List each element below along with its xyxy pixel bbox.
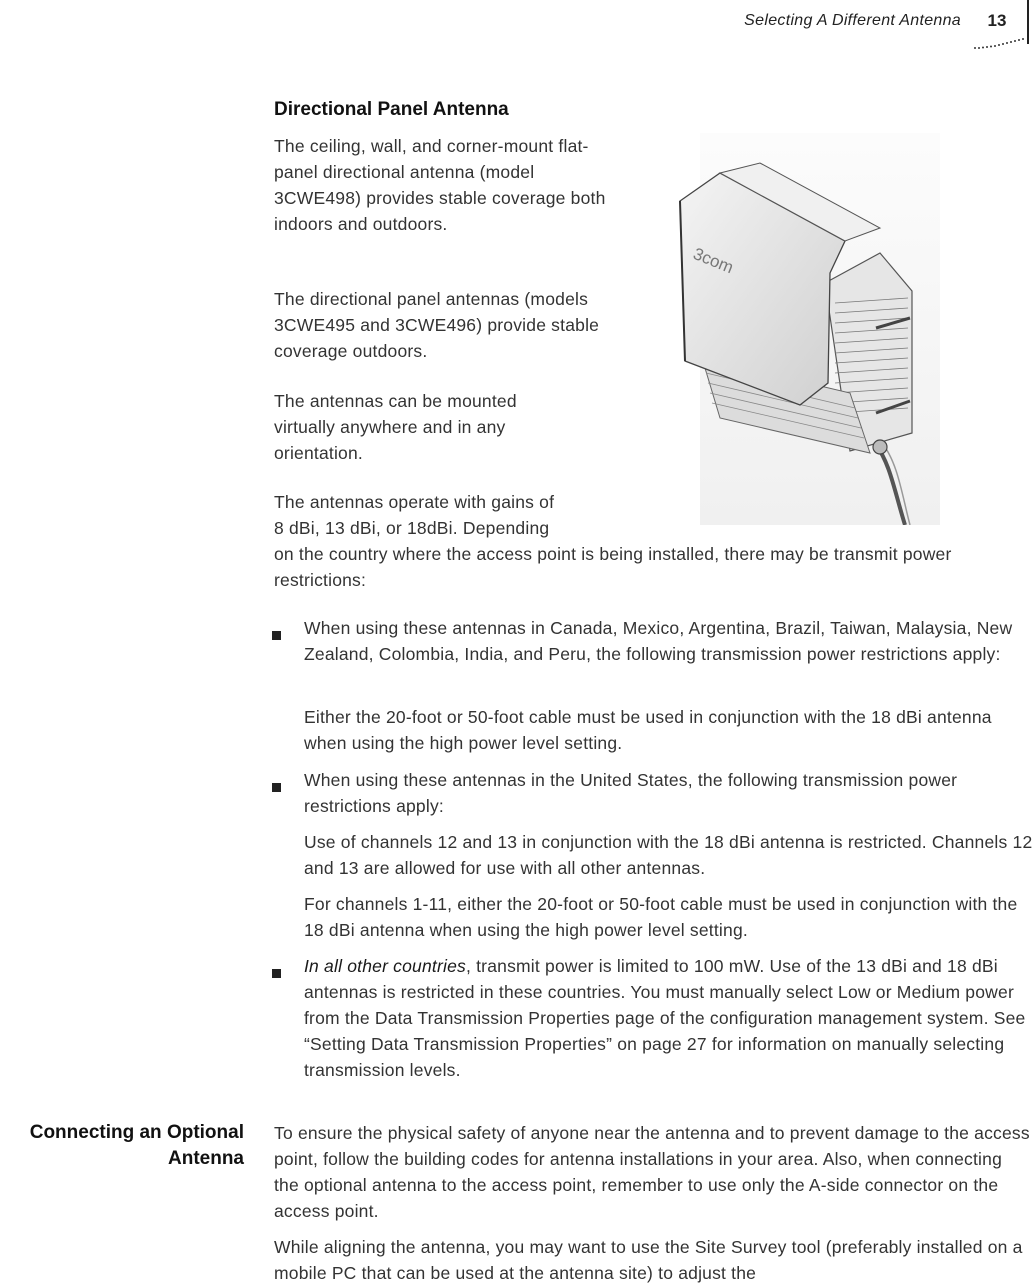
paragraph-ceiling-wall: The ceiling, wall, and corner-mount flat-panel directional antenna (model 3CWE498) provides stable coverage both indoors and outdoors. bbox=[274, 136, 606, 234]
bullet-item-text: When using these antennas in the United States, the following transmission power restrictions apply: bbox=[304, 770, 958, 816]
bullet-marker bbox=[272, 624, 284, 636]
page-number: 13 bbox=[987, 11, 1007, 30]
bullet-subitem-text: Either the 20-foot or 50-foot cable must be used in conjunction with the 18 dBi antenna when using the high power level setting. bbox=[304, 707, 992, 753]
bullet-item-text: When using these antennas in Canada, Mexico, Argentina, Brazil, Taiwan, Malaysia, New Zealand, Colombia, India, and Peru, the following transmission power restrictions apply: bbox=[304, 618, 1013, 664]
header-dot-decoration bbox=[973, 36, 1025, 50]
side-heading-line2: Antenna bbox=[168, 1148, 244, 1169]
paragraph-site-survey: While aligning the antenna, you may want to use the Site Survey tool (preferably installed on a mobile PC that can be used at the antenna site) to adjust the bbox=[274, 1237, 1023, 1283]
figure-logo: 3com bbox=[690, 244, 737, 278]
bullet-marker bbox=[272, 962, 284, 974]
paragraph-directional-outdoors: The directional panel antennas (models 3CWE495 and 3CWE496) provide stable coverage outdoors. bbox=[274, 289, 600, 361]
section-heading: Directional Panel Antenna bbox=[274, 99, 509, 120]
paragraph-gains-line2: 8 dBi, 13 dBi, or 18dBi. Depending bbox=[274, 518, 550, 538]
side-heading-line1: Connecting an Optional bbox=[29, 1122, 244, 1143]
bullet-lead-italic: In all other countries bbox=[304, 956, 466, 976]
bullet-item-text bbox=[304, 953, 1033, 1083]
side-heading-connecting bbox=[0, 1120, 244, 1172]
paragraph-mounting: The antennas can be mounted virtually anywhere and in any orientation. bbox=[274, 391, 517, 463]
paragraph-gains-rest: on the country where the access point is being installed, there may be transmit power restrictions: bbox=[274, 544, 952, 590]
bullet-item-body: , transmit power is limited to 100 mW. Use of the 13 dBi and 18 dBi antennas is restricted in these countries. You must manually select Low or Medium power from the Data Transmission Properties page of the configuration management system. See “Setting Data Transmission Properties” on page 27 for information on manually selecting transmission levels. bbox=[304, 956, 1026, 1080]
antenna-illustration bbox=[640, 133, 940, 525]
bullet-subitem-text: For channels 1-11, either the 20-foot or 50-foot cable must be used in conjunction with the 18 dBi antenna when using the high power level setting. bbox=[304, 894, 1018, 940]
header-rule bbox=[1027, 0, 1029, 44]
paragraph-safety: To ensure the physical safety of anyone near the antenna and to prevent damage to the access point, follow the building codes for antenna installations in your area. Also, when connecting the optional antenna to the access point, remember to use only the A-side connector on the access point. bbox=[274, 1123, 1030, 1221]
running-header-title: Selecting A Different Antenna bbox=[744, 12, 961, 29]
bullet-marker bbox=[272, 776, 284, 788]
bullet-subitem-text: Use of channels 12 and 13 in conjunction with the 18 dBi antenna is restricted. Channels 12 and 13 are allowed for use with all other antennas. bbox=[304, 832, 1033, 878]
paragraph-gains-line1: The antennas operate with gains of bbox=[274, 492, 555, 512]
